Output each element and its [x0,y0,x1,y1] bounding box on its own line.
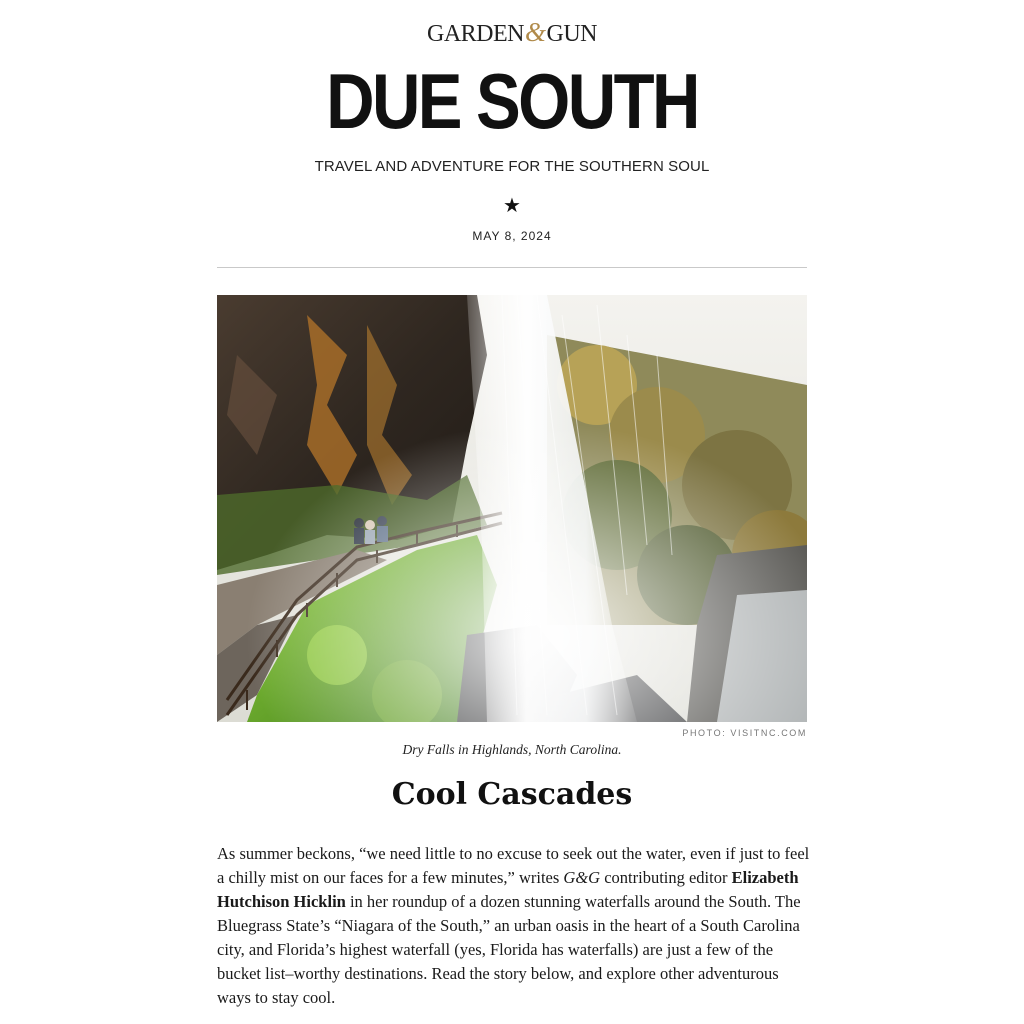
hero-image[interactable] [217,295,807,722]
article-body [217,842,811,1010]
body-text-rest: in her roundup of a dozen stunning waterfalls around the South. The Bluegrass State’s “Niagara of the South,” an urban oasis in the heart of a South Carolina city, and Florida’s highest waterfall (yes, Florida has waterfalls) are just a few of the bucket list–worthy destinations. Read the story below, and explore other adventurous ways to stay cool. [217,892,801,1007]
logo-text-gun: GUN [546,21,597,47]
newsletter-masthead: DUE SOUTH [326,57,698,145]
issue-date: MAY 8, 2024 [472,229,552,243]
header-divider [217,267,807,268]
magazine-name: G&G [563,868,601,887]
photo-caption: Dry Falls in Highlands, North Carolina. [402,742,622,757]
photo-credit: PHOTO: VISITNC.COM [682,728,807,738]
logo-ampersand: & [524,17,546,47]
article-headline: Cool Cascades [391,777,633,812]
star-icon: ★ [503,193,521,217]
author-name: Elizabeth Hutchison Hicklin [217,868,799,911]
garden-and-gun-logo[interactable] [0,17,1024,49]
newsletter-tagline: TRAVEL AND ADVENTURE FOR THE SOUTHERN SOUL [314,158,710,175]
body-text-intro: As summer beckons, “we need little to no excuse to seek out the water, even if just to feel a chilly mist on our faces for a few minutes,” writes [217,844,810,887]
logo-text-garden: GARDEN [426,21,524,47]
body-text-editor: contributing editor [600,868,732,887]
